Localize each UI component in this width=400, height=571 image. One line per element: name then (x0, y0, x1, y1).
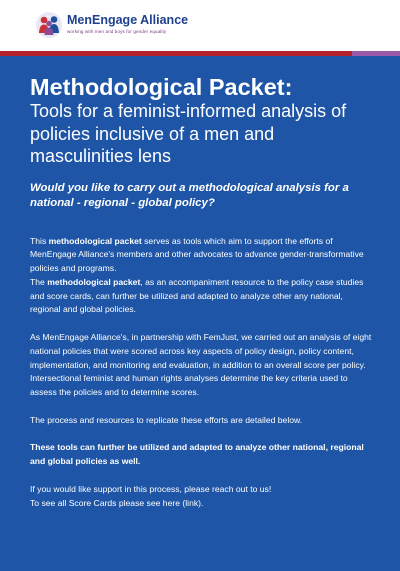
accompaniment-paragraph (30, 276, 374, 317)
intro-text-end: serves as tools which aim to support the efforts of MenEngage Alliance's members and other advocates to advance gender-transformative policies and programs. (30, 235, 364, 274)
support-line: If you would like support in this process, please reach out to us! (30, 483, 272, 494)
blue-content-panel (0, 56, 400, 571)
accompaniment-bold-term: methodological packet (47, 276, 141, 287)
accompaniment-text-start: The (30, 276, 48, 287)
lead-question: Would you like to carry out a methodological analysis for a national - regional - global policy? (30, 181, 349, 209)
header (0, 0, 400, 48)
intro-bold-term: methodological packet (48, 235, 142, 246)
analysis-paragraph: As MenEngage Alliance's, in partnership with FemJust, we carried out an analysis of eight national policies that were scored across key aspects of policy design, policy content, implementation, and monitoring and evaluation, in addition to an overall score per policy. Intersectional feminist and human rights analyses determine the key criteria used to assess the policies and to determine scores. (30, 332, 372, 398)
score-cards-link-line[interactable]: To see all Score Cards please see here (link). (30, 497, 204, 508)
intro-paragraph (30, 235, 374, 276)
content-area (30, 74, 374, 510)
accompaniment-text-end: , as an accompaniment resource to the policy case studies and score cards, can further be utilized and adapted to analyze other any national, regional and global policies. (30, 276, 364, 315)
brand-name: MenEngage Alliance (67, 13, 189, 27)
brand-tagline: working with men and boys for gender equality (67, 29, 167, 34)
intro-text-start: This (30, 235, 49, 246)
menengage-logo-icon (35, 11, 63, 39)
page-subtitle: Tools for a feminist-informed analysis of policies inclusive of a men and masculinities lens (30, 101, 347, 166)
tools-highlight-paragraph: These tools can further be utilized and adapted to analyze other national, regional and global policies as well. (30, 442, 364, 467)
page-title: Methodological Packet: (30, 74, 293, 100)
process-paragraph: The process and resources to replicate these efforts are detailed below. (30, 414, 303, 425)
